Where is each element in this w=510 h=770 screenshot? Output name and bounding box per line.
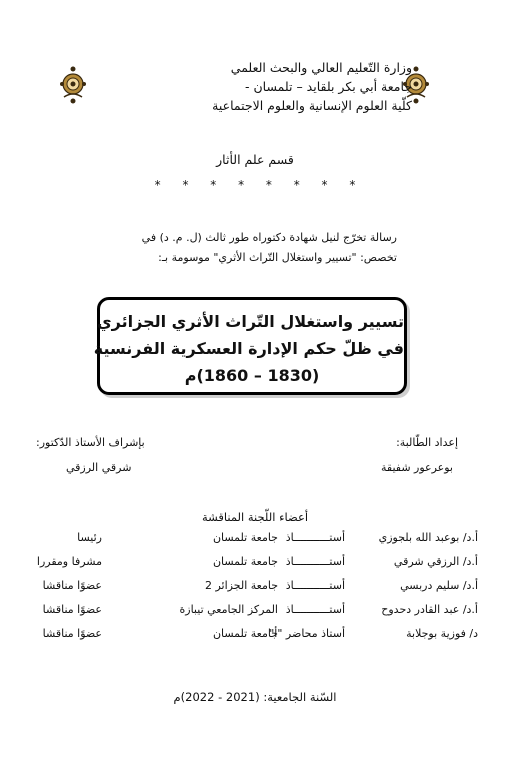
- student-name: بوعرعور شفيقة: [381, 461, 453, 474]
- department-name: قسم علم الأثار: [216, 152, 294, 167]
- ministry-name: وزارة التّعليم العالي والبحث العلمي: [230, 60, 412, 75]
- member-institution: جامعة تلمسان: [212, 531, 278, 544]
- university-emblem-icon: [58, 65, 88, 105]
- university-name: جامعة أبي بكر بلقايد – تلمسان -: [245, 79, 412, 94]
- member-name: أ.د/ الرزقي شرقي: [393, 555, 478, 568]
- committee-table: [0, 526, 510, 646]
- student-label: إعداد الطّالبة:: [396, 436, 458, 449]
- star-divider: * * * * * * * *: [154, 178, 365, 192]
- faculty-name: كلّية العلوم الإنسانية والعلوم الاجتماعية: [212, 98, 412, 113]
- thesis-title-box: [93, 297, 407, 395]
- member-name: د/ فوزية بوجلابة: [406, 627, 478, 640]
- member-institution: المركز الجامعي تيبازة: [179, 603, 278, 616]
- member-rank: أستـــــــــــاذ: [285, 531, 345, 544]
- member-rank: أستاذ محاضر "أ": [269, 627, 345, 640]
- thesis-line-1: رسالة تخرّج لنيل شهادة دكتوراه طور ثالث (ل. م. د) في: [141, 231, 397, 244]
- member-role: مشرفا ومقررا: [36, 555, 102, 568]
- member-name: أ.د/ عبد القادر دحدوح: [381, 603, 478, 616]
- institution-header: [152, 58, 412, 115]
- member-role: عضوًا مناقشا: [42, 579, 102, 592]
- member-name: أ.د/ بوعبد الله بلجوزي: [378, 531, 478, 544]
- thesis-line-2: تخصص: "تسيير واستغلال التّراث الأثري" موسومة بـ:: [158, 251, 397, 264]
- member-rank: أستـــــــــــاذ: [285, 555, 345, 568]
- member-name: أ.د/ سليم دربسي: [400, 579, 478, 592]
- member-role: رئيسا: [77, 531, 102, 544]
- supervisor-name: شرقي الرزقي: [66, 461, 132, 474]
- committee-title: أعضاء اللّجنة المناقشة: [201, 510, 309, 524]
- title-line-3: (1830 – 1860)م: [184, 366, 320, 385]
- committee-row: [0, 550, 510, 574]
- committee-row: [0, 622, 510, 646]
- committee-row: [0, 526, 510, 550]
- member-rank: أستـــــــــــاذ: [285, 579, 345, 592]
- member-role: عضوًا مناقشا: [42, 603, 102, 616]
- member-institution: جامعة تلمسان: [212, 627, 278, 640]
- member-role: عضوًا مناقشا: [42, 627, 102, 640]
- supervisor-label: بإشراف الأستاذ الدّكتور:: [36, 436, 145, 449]
- title-line-2: في ظلّ حكم الإدارة العسكرية الفرنسية: [93, 339, 404, 358]
- committee-row: [0, 598, 510, 622]
- committee-row: [0, 574, 510, 598]
- member-institution: جامعة تلمسان: [212, 555, 278, 568]
- member-institution: جامعة الجزائر 2: [204, 579, 278, 592]
- thesis-description: [77, 228, 397, 268]
- member-rank: أستـــــــــــاذ: [285, 603, 345, 616]
- academic-year: السّنة الجامعية: (2021 - 2022)م: [173, 690, 337, 704]
- title-line-1: تسيير واستغلال التّراث الأثري الجزائري: [97, 312, 404, 331]
